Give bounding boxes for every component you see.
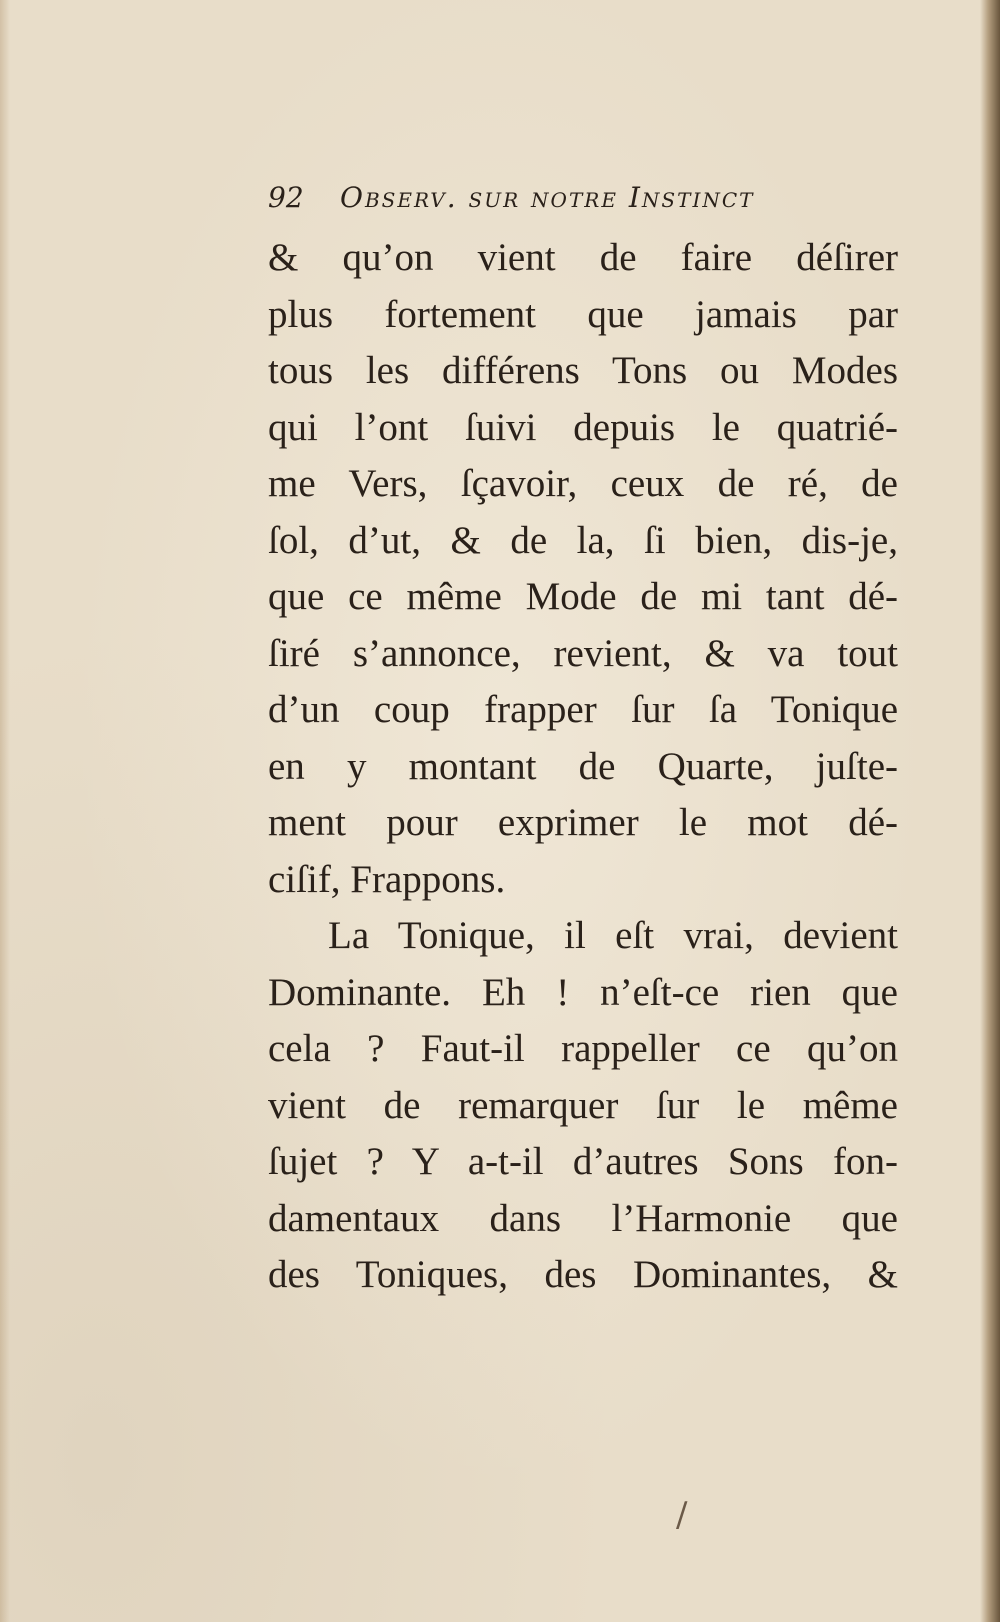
text-line: qui l’ont ſuivi depuis le quatrié-: [268, 405, 898, 449]
stray-pencil-mark: /: [676, 1495, 688, 1535]
text-line: d’un coup frapper ſur ſa Tonique: [268, 688, 898, 731]
text-line: Dominante. Eh ! n’eſt-ce rien que: [268, 970, 898, 1014]
page-header: [268, 175, 888, 225]
text-line: ſujet ? Y a-t-il d’autres Sons fon-: [268, 1140, 898, 1183]
text-line: plus fortement que jamais par: [268, 292, 898, 336]
text-line: & qu’on vient de faire déſirer: [268, 236, 898, 279]
page-right-edge-shadow: [980, 0, 1000, 1622]
page-number: 92: [268, 181, 304, 214]
text-line: ſol, d’ut, & de la, ſi bien, dis-je,: [268, 518, 898, 562]
running-head: Observ. sur notre Instinct: [340, 181, 755, 214]
page-left-edge-shadow: [0, 0, 10, 1622]
text-line: en y montant de Quarte, juſte-: [268, 744, 898, 788]
body-text: [268, 230, 898, 1304]
text-line: damentaux dans l’Harmonie que: [268, 1196, 898, 1240]
text-line: ſiré s’annonce, revient, & va tout: [268, 631, 898, 675]
text-line: que ce même Mode de mi tant dé-: [268, 575, 898, 618]
text-line-paragraph-end: ciſif, Frappons.: [268, 857, 506, 901]
text-line: me Vers, ſçavoir, ceux de ré, de: [268, 462, 898, 505]
text-line: tous les différens Tons ou Modes: [268, 349, 898, 392]
text-line: des Toniques, des Dominantes, &: [268, 1253, 898, 1296]
text-line-paragraph-start: La Tonique, il eſt vrai, devient: [328, 914, 898, 957]
text-line: vient de remarquer ſur le même: [268, 1083, 898, 1127]
text-line: cela ? Faut-il rappeller ce qu’on: [268, 1027, 898, 1070]
text-line: ment pour exprimer le mot dé-: [268, 801, 898, 844]
